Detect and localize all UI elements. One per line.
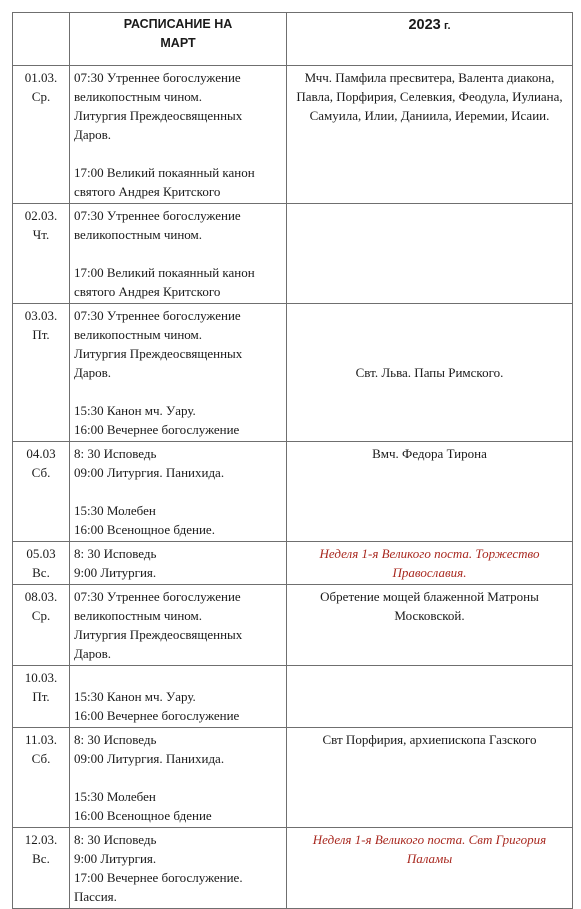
weekday-label: Вс. [32, 565, 50, 580]
date-label: 10.03. [24, 670, 58, 685]
saint-cell-feast [287, 828, 573, 909]
year-cell [287, 13, 573, 66]
weekday-label: Сб. [31, 751, 51, 766]
saint-cell [287, 442, 573, 542]
services-cell [70, 204, 287, 304]
service-line: 09:00 Литургия. Панихида. [74, 751, 225, 766]
service-line: 16:00 Всенощное бдение. [74, 522, 215, 537]
table-row [13, 728, 573, 828]
table-row [13, 828, 573, 909]
saint-cell [287, 728, 573, 828]
services-cell [70, 828, 287, 909]
date-label: 08.03. [24, 589, 58, 604]
weekday-label: Ср. [31, 89, 51, 104]
services-cell [70, 666, 287, 728]
date-cell [13, 304, 70, 442]
year-suffix: г. [443, 20, 451, 32]
feast-text: Неделя 1-я Великого поста. Торжество Православия. [319, 546, 540, 580]
service-line: Даров. [74, 127, 112, 142]
service-line: 9:00 Литургия. [74, 851, 157, 866]
date-cell [13, 542, 70, 585]
table-row [13, 542, 573, 585]
title-line-1: РАСПИСАНИЕ НА [123, 17, 233, 31]
date-label: 05.03 [26, 546, 56, 561]
service-line: великопостным чином. [74, 608, 203, 623]
date-label: 04.03 [26, 446, 56, 461]
service-line: 15:30 Молебен [74, 503, 156, 518]
date-cell [13, 728, 70, 828]
service-line: Литургия Преждеосвященных [74, 346, 243, 361]
service-line [74, 482, 282, 501]
feast-text: Неделя 1-я Великого поста. Свт Григория Паламы [312, 832, 547, 866]
service-line: Даров. [74, 646, 112, 661]
year-value: 2023 [408, 17, 441, 33]
date-cell [13, 666, 70, 728]
service-line: 09:00 Литургия. Панихида. [74, 465, 225, 480]
service-line: 07:30 Утреннее богослужение [74, 589, 241, 604]
saint-text: Вмч. Федора Тирона [372, 446, 487, 461]
service-line: 15:30 Молебен [74, 789, 156, 804]
table-row [13, 304, 573, 442]
service-line: 17:00 Великий покаянный канон [74, 265, 255, 280]
saint-cell [287, 304, 573, 442]
date-label: 11.03. [24, 732, 58, 747]
table-row [13, 204, 573, 304]
saint-text: Обретение мощей блаженной Матроны Московской. [320, 589, 539, 623]
date-cell [13, 204, 70, 304]
service-line: святого Андрея Критского [74, 184, 221, 199]
weekday-label: Сб. [31, 465, 51, 480]
service-line: 15:30 Канон мч. Уару. [74, 403, 196, 418]
saint-text: Свт Порфирия, архиепископа Газского [322, 732, 537, 747]
services-cell [70, 585, 287, 666]
saint-cell [287, 204, 573, 304]
weekday-label: Вс. [32, 851, 50, 866]
saint-text: Свт. Льва. Папы Римского. [355, 365, 504, 380]
title-line-2: МАРТ [160, 36, 196, 50]
date-label: 03.03. [24, 308, 58, 323]
table-row [13, 442, 573, 542]
date-cell [13, 442, 70, 542]
service-line: 16:00 Вечернее богослужение [74, 708, 240, 723]
service-line: 8: 30 Исповедь [74, 546, 157, 561]
service-line: Пассия. [74, 889, 117, 904]
header-row [13, 13, 573, 66]
service-line: великопостным чином. [74, 327, 203, 342]
weekday-label: Пт. [32, 689, 50, 704]
service-line: великопостным чином. [74, 227, 203, 242]
service-line: 16:00 Всенощное бдение [74, 808, 212, 823]
service-line: Литургия Преждеосвященных [74, 108, 243, 123]
schedule-title [70, 13, 287, 66]
service-line: святого Андрея Критского [74, 284, 221, 299]
date-label: 02.03. [24, 208, 58, 223]
service-line: 8: 30 Исповедь [74, 732, 157, 747]
saint-cell [287, 666, 573, 728]
service-line: 07:30 Утреннее богослужение [74, 208, 241, 223]
weekday-label: Чт. [32, 227, 50, 242]
table-row [13, 66, 573, 204]
service-line: 07:30 Утреннее богослужение [74, 70, 241, 85]
date-label: 12.03. [24, 832, 58, 847]
date-cell [13, 828, 70, 909]
date-label: 01.03. [24, 70, 58, 85]
service-line: 17:00 Великий покаянный канон [74, 165, 255, 180]
service-line [74, 382, 282, 401]
saint-cell-feast [287, 542, 573, 585]
service-line: Даров. [74, 365, 112, 380]
saint-text: Мчч. Памфила пресвитера, Валента диакона, Павла, Порфирия, Селевкия, Феодула, Иулиана, Самуила, Илии, Даниила, Иеремии, Исаии. [296, 70, 563, 123]
table-row [13, 666, 573, 728]
header-empty-cell [13, 13, 70, 66]
saint-cell [287, 66, 573, 204]
table-row [13, 585, 573, 666]
service-line: 16:00 Вечернее богослужение [74, 422, 240, 437]
services-cell [70, 728, 287, 828]
service-line [74, 668, 282, 687]
service-line [74, 768, 282, 787]
weekday-label: Пт. [32, 327, 50, 342]
service-line: 17:00 Вечернее богослужение. [74, 870, 243, 885]
service-line [74, 244, 282, 263]
service-line [74, 144, 282, 163]
service-line: 07:30 Утреннее богослужение [74, 308, 241, 323]
service-line: Литургия Преждеосвященных [74, 627, 243, 642]
services-cell [70, 66, 287, 204]
service-line: великопостным чином. [74, 89, 203, 104]
service-line: 8: 30 Исповедь [74, 446, 157, 461]
weekday-label: Ср. [31, 608, 51, 623]
date-cell [13, 585, 70, 666]
saint-cell [287, 585, 573, 666]
services-cell [70, 442, 287, 542]
service-line: 8: 30 Исповедь [74, 832, 157, 847]
date-cell [13, 66, 70, 204]
schedule-table [12, 12, 573, 909]
services-cell [70, 304, 287, 442]
services-cell [70, 542, 287, 585]
service-line: 15:30 Канон мч. Уару. [74, 689, 196, 704]
service-line: 9:00 Литургия. [74, 565, 157, 580]
